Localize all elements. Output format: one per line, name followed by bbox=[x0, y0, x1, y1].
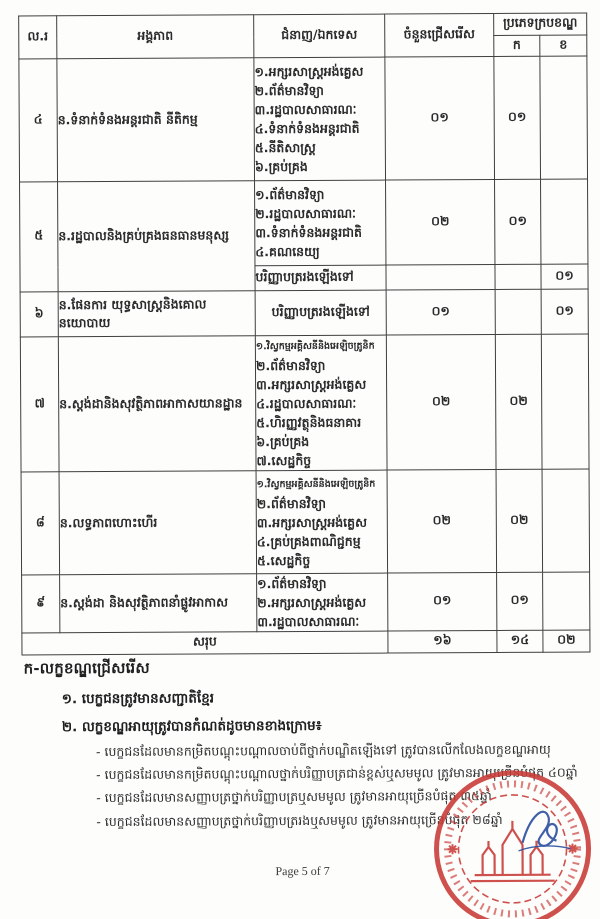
specialty-line: ៥.នីតិសាស្ត្រ bbox=[254, 139, 316, 156]
row-specialty: បរិញ្ញាបត្ររងឡើងទៅ bbox=[255, 290, 386, 336]
row-count: ០២ bbox=[387, 469, 497, 573]
condition-bullet: - បេក្ខជនដែលមានសញ្ញាបត្រថ្នាក់បរិញ្ញាបត្ររងឬសមមូល ត្រូវមានអាយុច្រើនបំផុត ២៨ឆ្នាំ bbox=[96, 811, 503, 829]
specialty-line: ៤.គ្រប់គ្រងពាណិជ្ជកម្ម bbox=[256, 533, 361, 549]
row-no: ៦ bbox=[20, 292, 58, 337]
total-frame-a: ១៤ bbox=[497, 630, 543, 652]
subrow-count bbox=[386, 264, 495, 290]
condition-bullet: - បេក្ខជនដែលមានសញ្ញាបត្រថ្នាក់បរិញ្ញាបត្រឬសមមូល ត្រូវមានអាយុច្រើនបំផុត ៣៥ឆ្នាំ bbox=[96, 788, 492, 806]
section-heading: ក-លក្ខខណ្ឌជ្រើសរើស bbox=[23, 658, 150, 678]
header-count: ចំនួនជ្រើសរើស bbox=[385, 13, 494, 57]
row-unit: ន.រដ្ឋបាលនិងគ្រប់គ្រងធនធានមនុស្ស bbox=[58, 181, 256, 292]
subrow-frame-a bbox=[495, 264, 541, 289]
header-frame-type: ប្រភេទក្របខណ្ឌ bbox=[494, 13, 587, 35]
row-specialties bbox=[256, 470, 388, 574]
specialty-line: ៤.ទំនាក់ទំនងអន្តរជាតិ bbox=[254, 120, 360, 137]
row-unit: ន.ផែនការ យុទ្ធសាស្ត្រនិងគោល នយោបាយ bbox=[58, 291, 255, 337]
row-unit: ន.ទំនាក់ទំនងអន្តរជាតិ នីតិកម្ម bbox=[57, 58, 255, 182]
specialty-line: ៣.អក្សរសាស្ត្រអង់គ្លេស bbox=[256, 376, 367, 392]
row-count: ០២ bbox=[386, 179, 495, 265]
specialty-line: ៦.គ្រប់គ្រង bbox=[254, 158, 308, 175]
specialty-line: ១.វិស្វកម្មអគ្គិសនីនិងអេឡិចត្រូនិក bbox=[255, 340, 375, 352]
specialty-line: ២.ព័ត៌មានវិទ្យា bbox=[254, 82, 324, 99]
row-no: ៨ bbox=[21, 472, 60, 575]
specialty-line: ២.ព័ត៌មានវិទ្យា bbox=[255, 357, 326, 373]
row-no: ៩ bbox=[22, 575, 60, 633]
row-specialties bbox=[257, 573, 388, 632]
row-frame-a bbox=[495, 289, 541, 334]
row-frame-a: ០២ bbox=[496, 469, 543, 572]
condition-bullet: - បេក្ខជនដែលមានកម្រិតបណ្ដុះបណ្ដាលថ្នាក់បរិញ្ញាបត្រជាន់ខ្ពស់ឬសមមូល ត្រូវមានអាយុច្រើនបំផុត ៤០ឆ្នាំ bbox=[96, 764, 578, 782]
row-frame-a: ០១ bbox=[494, 56, 541, 179]
specialty-line: ១.ព័ត៌មានវិទ្យា bbox=[255, 186, 325, 203]
row-unit: ន.លទ្ធភាពហោះហើរ bbox=[59, 471, 257, 575]
header-frame-a: ក bbox=[494, 35, 540, 56]
specialty-line: ១.វិស្វកម្មអគ្គិសនីនិងអេឡិចត្រូនិក bbox=[256, 478, 376, 490]
specialty-line: ១.អក្សរសាស្ត្រអង់គ្លេស bbox=[254, 63, 364, 80]
table-row bbox=[19, 56, 588, 182]
row-frame-b: ០១ bbox=[541, 289, 588, 334]
row-frame-b bbox=[542, 469, 590, 572]
row-specialties bbox=[254, 57, 386, 181]
specialty-line: ២.រដ្ឋបាលសាធារណៈ bbox=[255, 205, 356, 222]
row-no: ៧ bbox=[20, 337, 59, 472]
header-unit: អង្គភាព bbox=[57, 15, 254, 59]
table-header-row bbox=[19, 13, 587, 38]
specialty-line: ៤.រដ្ឋបាលសាធារណៈ bbox=[256, 395, 357, 411]
table-row bbox=[20, 179, 588, 267]
row-frame-b bbox=[543, 572, 590, 630]
specialty-line: ៣.អក្សរសាស្ត្រអង់គ្លេស bbox=[256, 514, 368, 530]
specialty-line: ២.អក្សរសាស្ត្រអង់គ្លេស bbox=[257, 594, 367, 611]
row-unit: ន.ស្តង់ដានិងសុវត្ថិភាពអាកាសយានដ្ឋាន bbox=[58, 336, 256, 472]
subrow-frame-b: ០១ bbox=[541, 264, 588, 289]
table-row bbox=[22, 572, 590, 633]
total-count: ១៦ bbox=[388, 630, 497, 653]
row-frame-a: ០១ bbox=[495, 179, 541, 264]
table-total-row bbox=[22, 630, 590, 655]
specialty-line: ២.ព័ត៌មានវិទ្យា bbox=[256, 495, 327, 511]
row-specialties bbox=[255, 335, 387, 471]
row-count: ០២ bbox=[386, 334, 496, 470]
row-count: ០១ bbox=[386, 289, 495, 335]
total-label: សរុប bbox=[22, 631, 388, 655]
specialty-line: ៥.ហិរញ្ញវត្ថុនិងធនាគារ bbox=[256, 414, 362, 430]
row-no: ៥ bbox=[20, 182, 59, 292]
specialty-line: ៣.រដ្ឋបាលសាធារណៈ bbox=[254, 101, 357, 118]
page-number: Page 5 of 7 bbox=[275, 863, 330, 879]
signature-mark bbox=[510, 795, 580, 865]
row-frame-b bbox=[540, 56, 588, 179]
row-unit: ន.ស្តង់ដា និងសុវត្ថិភាពនាំផ្លូវអាកាស bbox=[60, 574, 257, 633]
table-row bbox=[20, 289, 588, 337]
specialty-line: ១.ព័ត៌មានវិទ្យា bbox=[257, 575, 327, 592]
specialty-line: ៥.សេដ្ឋកិច្ច bbox=[256, 552, 311, 568]
table-row bbox=[21, 469, 590, 575]
condition-item: ១. បេក្ខជនត្រូវមានសញ្ជាតិខ្មែរ bbox=[61, 690, 215, 708]
header-no: ល.រ bbox=[19, 16, 57, 59]
total-frame-b: ០២ bbox=[543, 630, 590, 652]
condition-item: ២. លក្ខខណ្ឌអាយុត្រូវបានកំណត់ដូចមានខាងក្រោម៖ bbox=[61, 718, 322, 736]
table-row bbox=[20, 334, 589, 472]
specialty-line: ៧.សេដ្ឋកិច្ច bbox=[256, 452, 312, 468]
row-count: ០១ bbox=[388, 572, 497, 631]
specialty-line: ៣.រដ្ឋបាលសាធារណៈ bbox=[257, 613, 360, 630]
header-specialty: ជំនាញ/ឯកទេស bbox=[254, 14, 385, 58]
row-count: ០១ bbox=[385, 56, 495, 180]
row-specialties bbox=[255, 180, 386, 266]
specialty-line: ៤.គណនេយ្យ bbox=[255, 243, 320, 260]
row-no: ៤ bbox=[19, 59, 58, 182]
condition-bullet: - បេក្ខជនដែលមានកម្រិតបណ្ដុះបណ្ដាលចាប់ពីថ្នាក់បណ្ឌិតឡើងទៅ ត្រូវបានលើកលែងលក្ខខណ្ឌអាយុ bbox=[95, 741, 551, 759]
recruitment-table bbox=[18, 12, 590, 655]
specialty-line: ៣.ទំនាក់ទំនងអន្តរជាតិ bbox=[255, 224, 363, 241]
row-frame-b bbox=[541, 179, 588, 264]
subrow-specialty: បរិញ្ញាបត្ររងឡើងទៅ bbox=[255, 265, 386, 291]
row-frame-b bbox=[541, 334, 589, 469]
header-frame-b: ខ bbox=[540, 35, 587, 56]
row-frame-a: ០២ bbox=[495, 334, 542, 469]
row-frame-a: ០១ bbox=[497, 572, 543, 630]
specialty-line: ៦.គ្រប់គ្រង bbox=[256, 433, 310, 449]
